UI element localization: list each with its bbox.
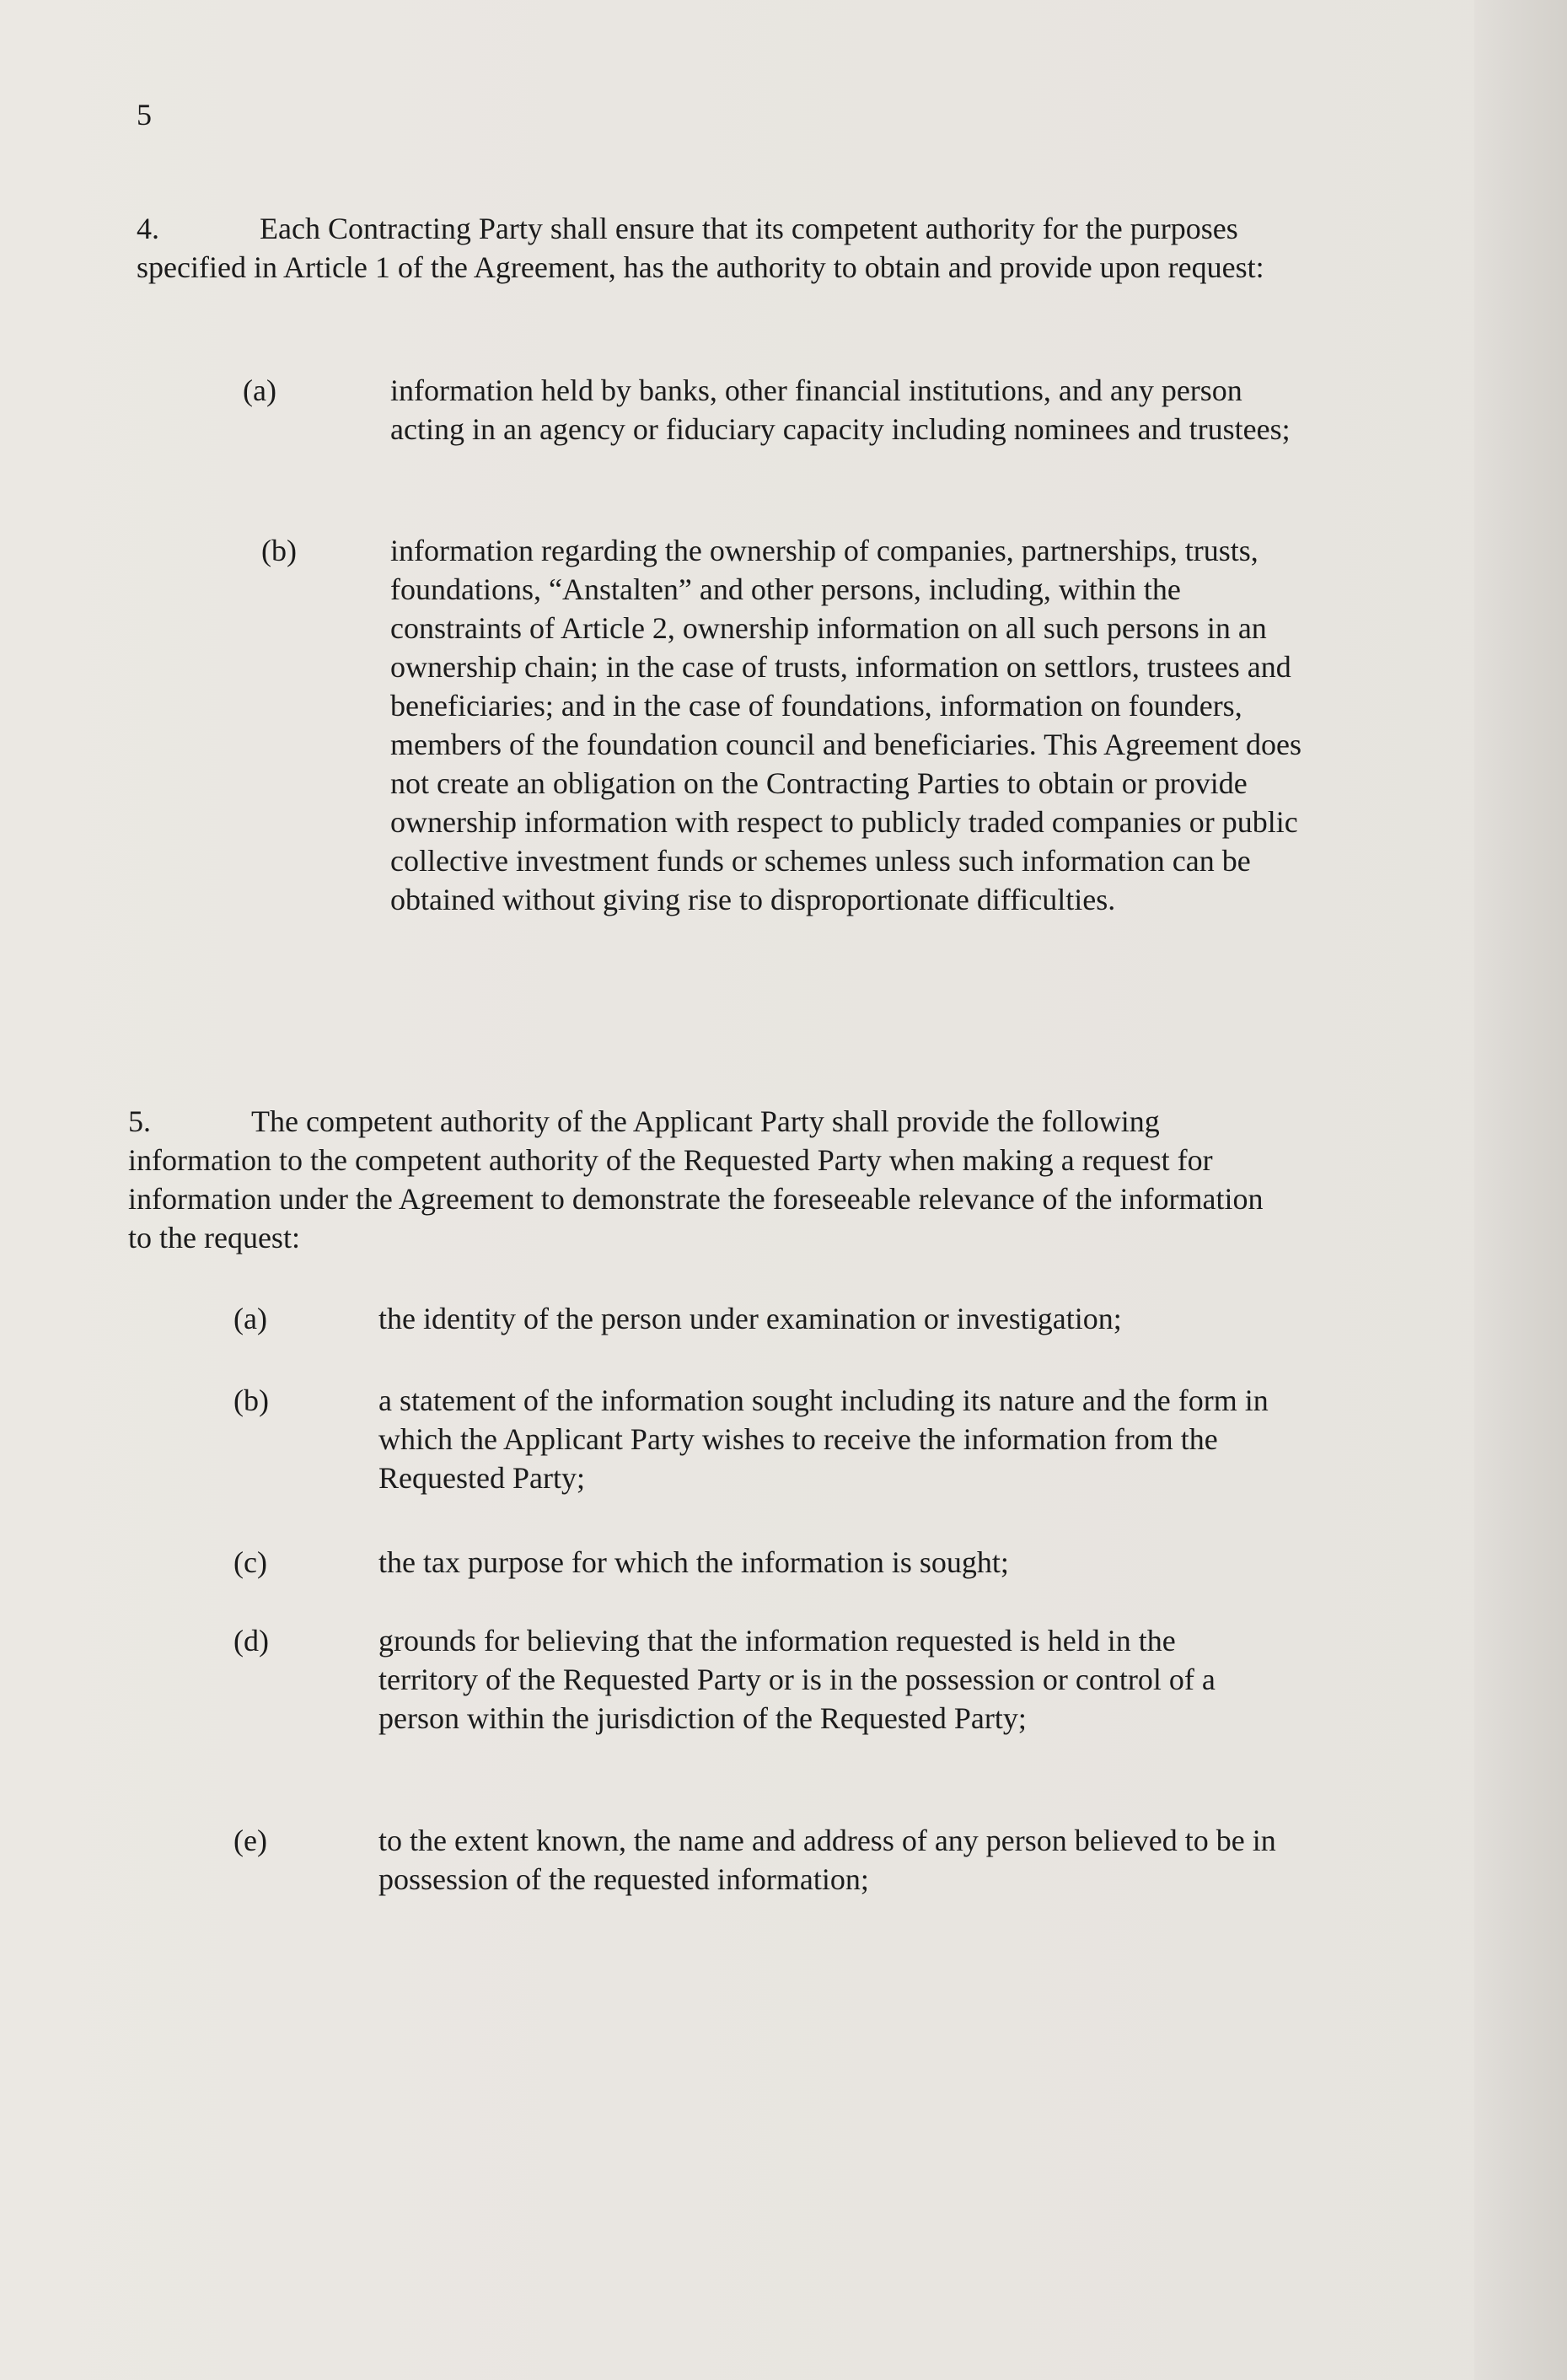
- list-item-label: (d): [233, 1624, 269, 1657]
- list-item-label: (c): [233, 1545, 267, 1579]
- list-item-label: (b): [233, 1383, 269, 1417]
- page-number: 5: [137, 98, 152, 132]
- list-item-text: grounds for believing that the information requested is held in the territory of the Requested Party or is in the possession or control of a person within the jurisdiction of the Requested Party;: [378, 1624, 1215, 1735]
- list-item-label: (a): [243, 373, 276, 407]
- list-item-text: information held by banks, other financial institutions, and any person acting in an agency or fiduciary capacity including nominees and trustees;: [390, 373, 1291, 446]
- paragraph-text: Each Contracting Party shall ensure that its competent authority for the purposes specified in Article 1 of the Agreement, has the authority to obtain and provide upon request:: [137, 212, 1264, 284]
- list-item-label: (a): [233, 1302, 267, 1335]
- list-item-label: (b): [261, 534, 297, 567]
- paragraph-number: 5.: [128, 1104, 151, 1138]
- page-gutter-shadow: [1474, 0, 1567, 2380]
- paragraph-5: [128, 1102, 1283, 1257]
- list-item-text: to the extent known, the name and address of any person believed to be in possession of the requested information;: [378, 1824, 1276, 1896]
- paragraph-4: [137, 209, 1291, 287]
- list-item-text: the identity of the person under examination or investigation;: [378, 1302, 1122, 1335]
- paragraph-text: The competent authority of the Applicant Party shall provide the following information to the competent authority of the Requested Party when making a request for information under the Agreement to demonstrate the foreseeable relevance of the information to the request:: [128, 1104, 1264, 1254]
- list-item-text: information regarding the ownership of companies, partnerships, trusts, foundations, “Anstalten” and other persons, including, within the constraints of Article 2, ownership information on all such persons in an ownership chain; in the case of trusts, information on settlors, trustees and beneficiaries; and in the case of foundations, information on founders, members of the foundation council and beneficiaries. This Agreement does not create an obligation on the Contracting Parties to obtain or provide ownership information with respect to publicly traded companies or public collective investment funds or schemes unless such information can be obtained without giving rise to disproportionate difficulties.: [390, 534, 1302, 916]
- list-item-label: (e): [233, 1824, 267, 1857]
- paragraph-number: 4.: [137, 212, 159, 245]
- list-item-text: the tax purpose for which the information is sought;: [378, 1545, 1009, 1579]
- list-item-text: a statement of the information sought including its nature and the form in which the Applicant Party wishes to receive the information from the Requested Party;: [378, 1383, 1269, 1495]
